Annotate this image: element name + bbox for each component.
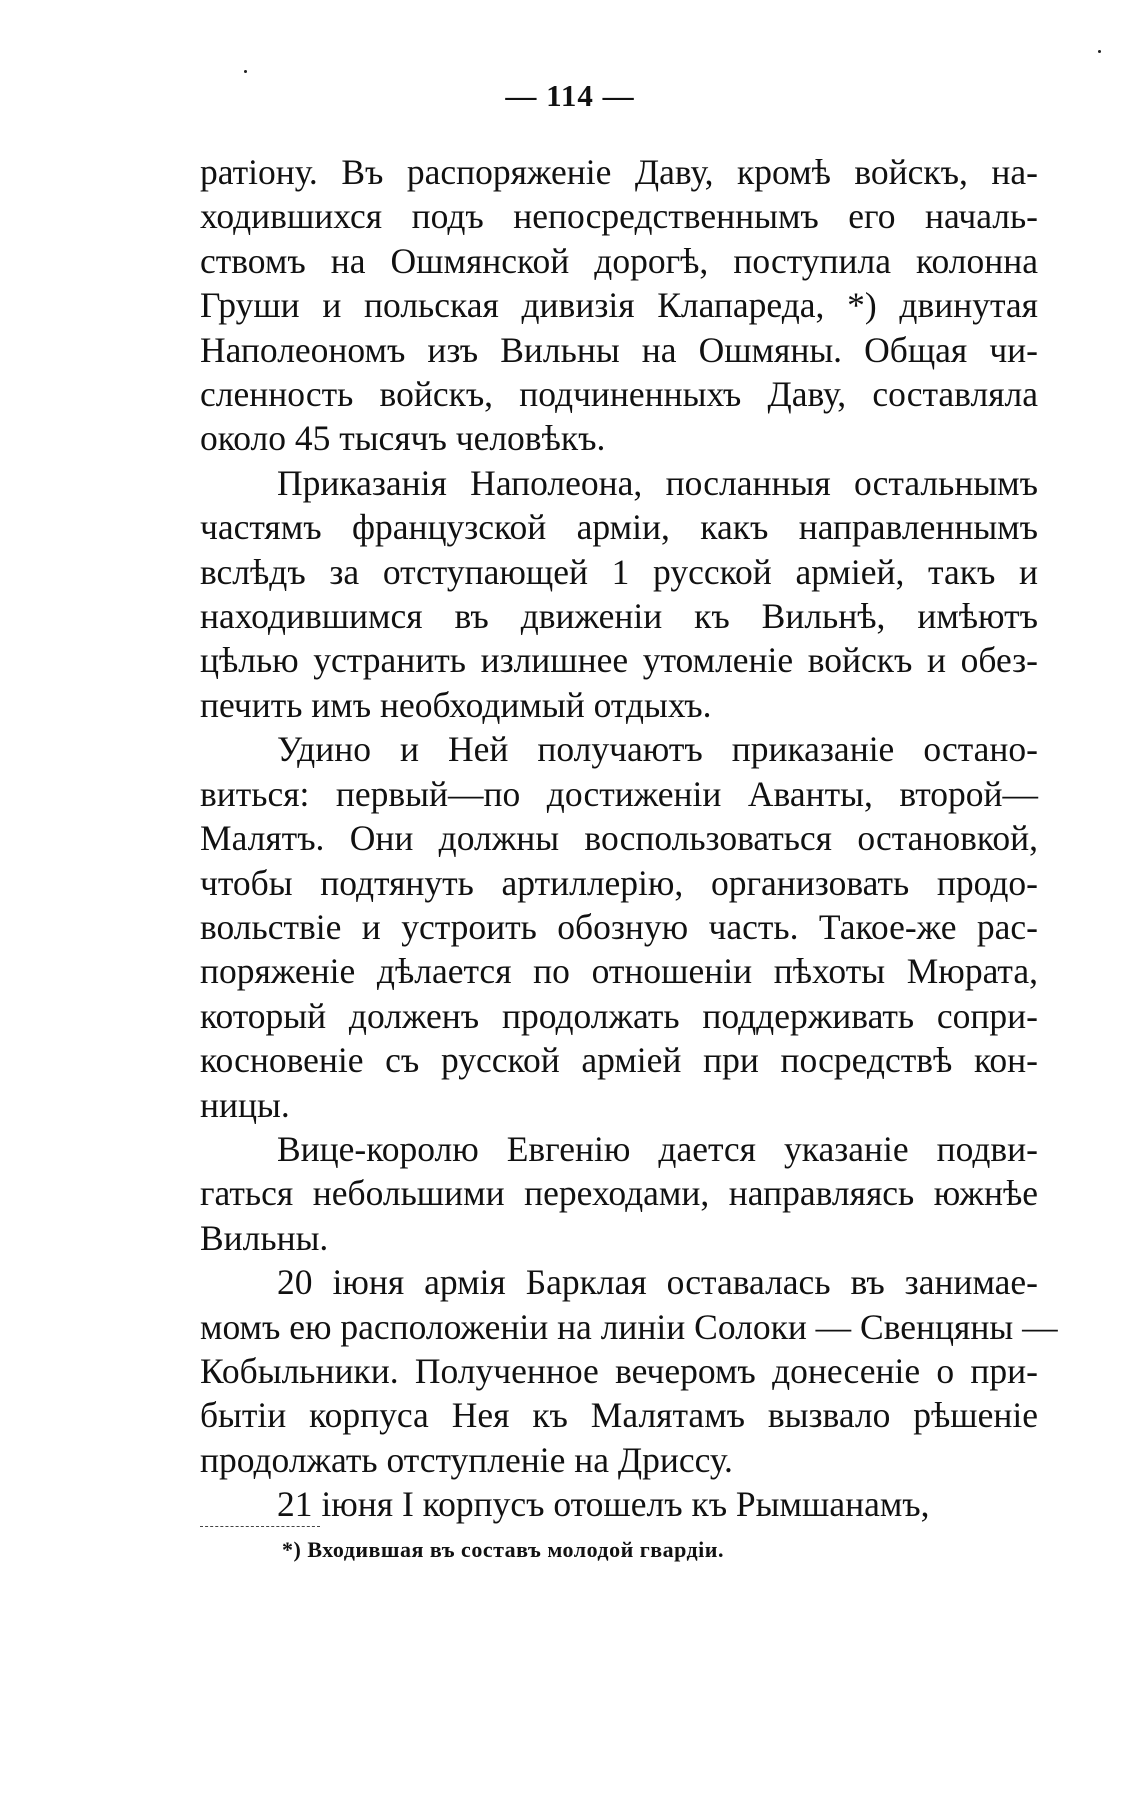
text-line: 21 іюня I корпусъ отошелъ къ Рымшанамъ, — [277, 1484, 930, 1525]
text-line: косновеніе съ русской арміей при посредствѣ кон- — [200, 1040, 1038, 1081]
text-line: Наполеономъ изъ Вильны на Ошмяны. Общая чи- — [200, 329, 1038, 370]
footnote-separator — [200, 1526, 320, 1527]
text-line: сленность войскъ, подчиненныхъ Даву, составляла — [200, 374, 1038, 415]
text-line: Удино и Ней получаютъ приказаніе остано- — [277, 729, 1038, 770]
page-number: — 114 — — [505, 78, 635, 113]
text-line: ратіону. Въ распоряженіе Даву, кромѣ войскъ, на- — [200, 152, 1038, 192]
text-line: который долженъ продолжать поддерживать сопри- — [200, 995, 1038, 1036]
paragraph — [200, 461, 1038, 727]
text-line: Вице-королю Евгенію дается указаніе подви- — [277, 1128, 1038, 1169]
text-line: поряженіе дѣлается по отношеніи пѣхоты Мюрата, — [200, 951, 1038, 992]
text-line: ходившихся подъ непосредственнымъ его началь- — [200, 196, 1038, 237]
text-line: момъ ею расположеніи на линіи Солоки — Свенцяны — — [200, 1306, 1058, 1347]
paragraph — [200, 727, 1038, 1127]
text-line: ствомъ на Ошмянской дорогѣ, поступила колонна — [200, 240, 1038, 281]
text-line: печить имъ необходимый отдыхъ. — [200, 684, 712, 725]
text-line: частямъ французской арміи, какъ направленнымъ — [200, 507, 1038, 548]
text-line: виться: первый—по достиженіи Аванты, второй— — [200, 773, 1038, 814]
text-line: чтобы подтянуть артиллерію, организовать продо- — [200, 862, 1038, 903]
footnote: *) Входившая въ составъ молодой гвардіи. — [282, 1537, 724, 1562]
text-line: 20 іюня армія Барклая оставалась въ занимае- — [277, 1262, 1038, 1303]
text-line: Малятъ. Они должны воспользоваться остановкой, — [200, 818, 1038, 859]
text-line: Груши и польская дивизія Клапареда, *) двинутая — [200, 285, 1038, 326]
body-text — [200, 150, 1058, 1527]
text-line: Приказанія Наполеона, посланныя остальнымъ — [277, 462, 1038, 503]
text-line: вслѣдъ за отступающей 1 русской арміей, такъ и — [200, 551, 1038, 592]
paragraph — [200, 150, 1038, 461]
print-speck — [244, 70, 247, 73]
text-line: ницы. — [200, 1084, 290, 1125]
paragraph — [200, 1482, 1038, 1526]
text-line: цѣлью устранить излишнее утомленіе войскъ и обез- — [200, 640, 1038, 681]
text-line: продолжать отступленіе на Дриссу. — [200, 1439, 733, 1480]
paragraph — [200, 1127, 1038, 1260]
paragraph — [200, 1260, 1058, 1482]
print-speck — [1098, 50, 1101, 53]
text-line: вольствіе и устроить обозную часть. Такое-же рас- — [200, 906, 1038, 947]
text-line: Кобыльники. Полученное вечеромъ донесеніе о при- — [200, 1350, 1038, 1391]
text-line: бытіи корпуса Нея къ Малятамъ вызвало рѣшеніе — [200, 1395, 1038, 1436]
text-line: около 45 тысячъ человѣкъ. — [200, 418, 606, 459]
text-line: гаться небольшими переходами, направляясь южнѣе — [200, 1173, 1038, 1214]
text-line: находившимся въ движеніи къ Вильнѣ, имѣютъ — [200, 596, 1038, 637]
text-line: Вильны. — [200, 1217, 329, 1258]
